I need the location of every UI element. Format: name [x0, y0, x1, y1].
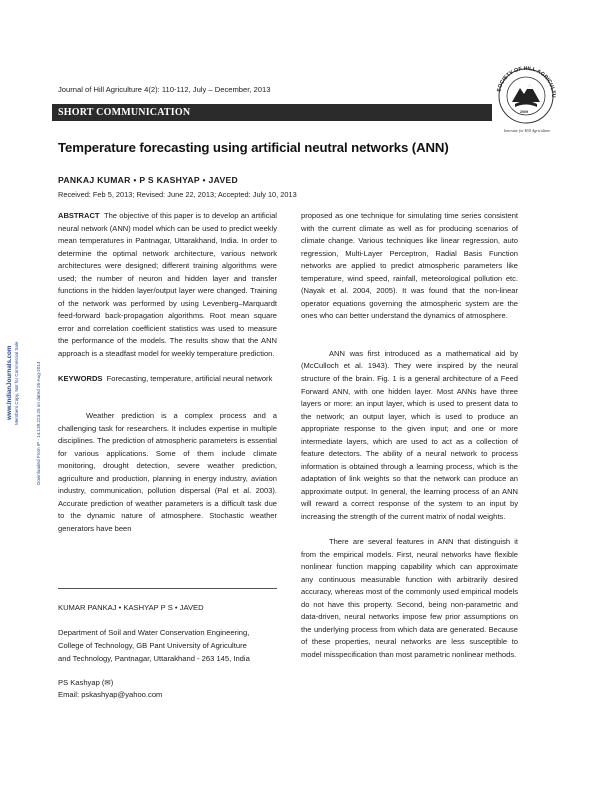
paper-title: Temperature forecasting using artificial neutral networks (ANN) — [58, 140, 449, 155]
paragraph-2: ANN was first introduced as a mathematical aid by (McCulloch et al. 1943). They were inspired by the neural structure of the brain. Fig. 1 is a general architecture of a Feed Forward ANN, with one hidden layer. Most ANNs have three layers or more: an input layer, which is used to present data to the network; an output layer, which is used to produce an appropriate response to the given input; and one or more intermediate layers, which are used to act as a collection of feature detectors. The ability of a neural network to process information is obtained through a learning process, which is the adaptation of link weights so that the network can produce an approximate output. In general, the learning process of an ANN will reward a correct response of the system to an input by increasing the strength of the current matrix of nodal weights. — [301, 348, 518, 522]
abstract-label: ABSTRACT — [58, 211, 100, 220]
footnote-divider — [58, 588, 277, 589]
paragraph-3: There are several features in ANN that distinguish it from the empirical models. First, neural networks have flexible nonlinear function mapping capability which can approximate any continuous measurable function with arbitrarily desired accuracy, whereas most of the commonly used empirical models do not have this property. Second, being non-parametric and data-driven, neural networks impose few prior assumptions on the underlying process from which data are generated. Because of these properties, neural networks are less susceptible to model misspecification than most parametric nonlinear methods. — [301, 537, 518, 659]
abstract — [58, 210, 277, 361]
affiliation-line-2: College of Technology, GB Pant University of Agriculture — [58, 641, 247, 650]
affiliation-line-1: Department of Soil and Water Conservation Engineering, — [58, 628, 250, 637]
corresponding-author: PS Kashyap (✉) — [58, 678, 114, 687]
abstract-text: The objective of this paper is to develop an artificial neural network (ANN) model which can be used to predict weekly mean temperatures in Pantnagar, Uttarakhand, India. In order to determine the optimal network architecture, various network architectures were designed; different training algorithms were used; the number of neuron and hidden layer and transfer functions in the hidden layer/output layer were changed. Training of the network was performed by using Levenberg–Marquardt feed-forward back-propagation algorithms. Root mean square error and correlation coefficient statistics was used to measure the performance of the models. The results show that the ANN approach is a steadfast model for weekly temperature prediction. — [58, 211, 277, 359]
sidebar-site: www.IndianJournals.com — [6, 345, 13, 420]
received-dates: Received: Feb 5, 2013; Revised: June 22, 2013; Accepted: July 10, 2013 — [58, 190, 297, 199]
author-list: PANKAJ KUMAR • P S KASHYAP • JAVED — [58, 175, 239, 185]
sidebar-watermark — [2, 270, 19, 490]
footer-authors: KUMAR PANKAJ • KASHYAP P S • JAVED — [58, 603, 204, 612]
right-column — [301, 210, 518, 662]
section-banner — [52, 104, 492, 121]
svg-text:Innovate for Hill Agriculture: Innovate for Hill Agriculture — [504, 128, 551, 133]
email-link[interactable]: Email: pskashyap@yahoo.com — [58, 690, 163, 699]
keywords-text: Forecasting, temperature, artificial neural network — [106, 373, 273, 383]
journal-citation: Journal of Hill Agriculture 4(2): 110-112, July – December, 2013 — [58, 85, 271, 94]
keywords-label: KEYWORDS — [58, 373, 103, 383]
society-logo — [490, 58, 562, 138]
sidebar-copy: Members Copy, Not for Commercial Sale — [14, 341, 19, 425]
keywords — [58, 373, 277, 386]
intro-paragraph: Weather prediction is a complex process and a challenging task for researchers. It includes expertise in multiple disciplines. The prediction of atmospheric parameters is essential for various applications. Some of them include climate monitoring, drought detection, severe weather prediction, agriculture and production, planning in energy industry, aviation industry, communication, pollution dispersal (Pal et al. 2003). Accurate prediction of weather parameters is a difficult task due to the dynamic nature of atmosphere. Stochastic weather generators have been — [58, 411, 277, 534]
left-column — [58, 210, 277, 536]
affiliation-line-3: and Technology, Pantnagar, Uttarakhand - 263 145, India — [58, 654, 250, 663]
sidebar-download: Downloaded From IP - 14.139.223.25 on dated 26-Aug-2014 — [36, 361, 41, 485]
paragraph-1: proposed as one technique for simulating time series consistent with the current climate as well as for producing scenarios of climate change. Various techniques like linear regression, auto regression, Multi-Layer Perceptron, Radial Basis Function networks are applied to predict atmospheric parameters like temperature, wind speed, rainfall, meteorological pollution etc. (Nayak et al. 2004, 2005). It was found that the non-linear operator equations governing the atmospheric system are the ones who can better understand the dynamics of atmosphere. — [301, 211, 518, 321]
svg-text:2009: 2009 — [520, 110, 528, 114]
svg-text:SOCIETY OF HILL AGRICULTURE: SOCIETY OF HILL AGRICULTU — [496, 65, 557, 98]
section-label: SHORT COMMUNICATION — [58, 107, 191, 118]
